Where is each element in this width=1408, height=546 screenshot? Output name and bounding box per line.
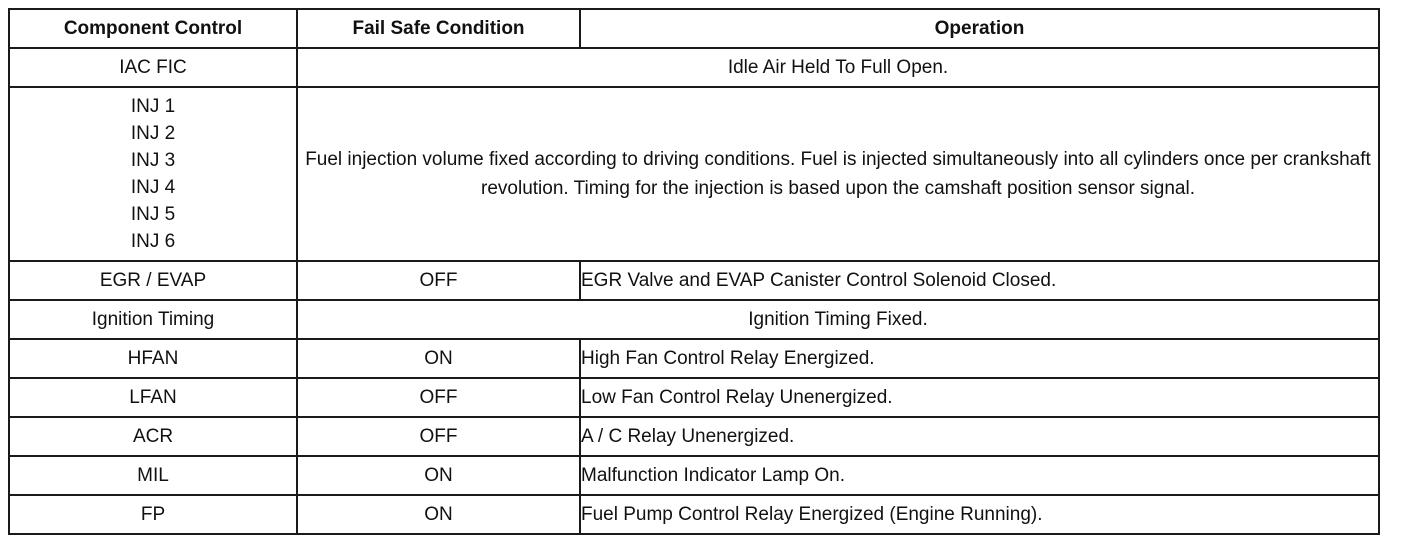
table-row-mil xyxy=(9,456,1379,495)
cell-component: LFAN xyxy=(9,378,297,417)
cell-fail-safe: ON xyxy=(297,456,580,495)
cell-operation: Low Fan Control Relay Unenergized. xyxy=(580,378,1379,417)
component-inj-1: INJ 1 xyxy=(130,96,176,117)
cell-fail-safe: OFF xyxy=(297,261,580,300)
cell-component: ACR xyxy=(9,417,297,456)
cell-operation: Malfunction Indicator Lamp On. xyxy=(580,456,1379,495)
header-fail-safe-condition: Fail Safe Condition xyxy=(297,9,580,48)
cell-component-stack xyxy=(9,87,297,261)
cell-operation: Fuel injection volume fixed according to driving conditions. Fuel is injected simultaneously into all cylinders once per crankshaft revolution. Timing for the injection is based upon the camshaft position sensor signal. xyxy=(297,87,1379,261)
cell-component: HFAN xyxy=(9,339,297,378)
table-row-lfan xyxy=(9,378,1379,417)
cell-operation: Fuel Pump Control Relay Energized (Engine Running). xyxy=(580,495,1379,534)
cell-operation: Idle Air Held To Full Open. xyxy=(297,48,1379,87)
cell-component: Ignition Timing xyxy=(9,300,297,339)
cell-operation: EGR Valve and EVAP Canister Control Solenoid Closed. xyxy=(580,261,1379,300)
component-inj-4: INJ 4 xyxy=(130,177,176,198)
header-operation: Operation xyxy=(580,9,1379,48)
table-row-fp xyxy=(9,495,1379,534)
table-row-acr xyxy=(9,417,1379,456)
cell-component: FP xyxy=(9,495,297,534)
cell-fail-safe: OFF xyxy=(297,417,580,456)
table-row-iac xyxy=(9,48,1379,87)
component-inj-3: INJ 3 xyxy=(130,150,176,171)
header-row xyxy=(9,9,1379,48)
cell-fail-safe: OFF xyxy=(297,378,580,417)
cell-component: MIL xyxy=(9,456,297,495)
component-inj-6: INJ 6 xyxy=(130,231,176,252)
cell-operation: A / C Relay Unenergized. xyxy=(580,417,1379,456)
table-row-hfan xyxy=(9,339,1379,378)
header-component-control: Component Control xyxy=(9,9,297,48)
table-row-inj xyxy=(9,87,1379,261)
cell-operation: High Fan Control Relay Energized. xyxy=(580,339,1379,378)
cell-operation: Ignition Timing Fixed. xyxy=(297,300,1379,339)
component-inj-2: INJ 2 xyxy=(130,123,176,144)
component-inj-5: INJ 5 xyxy=(130,204,176,225)
fail-safe-table xyxy=(8,8,1380,535)
table-row-ignition xyxy=(9,300,1379,339)
cell-component: EGR / EVAP xyxy=(9,261,297,300)
table-row-egr xyxy=(9,261,1379,300)
cell-fail-safe: ON xyxy=(297,495,580,534)
cell-component: IAC FIC xyxy=(9,48,297,87)
cell-fail-safe: ON xyxy=(297,339,580,378)
